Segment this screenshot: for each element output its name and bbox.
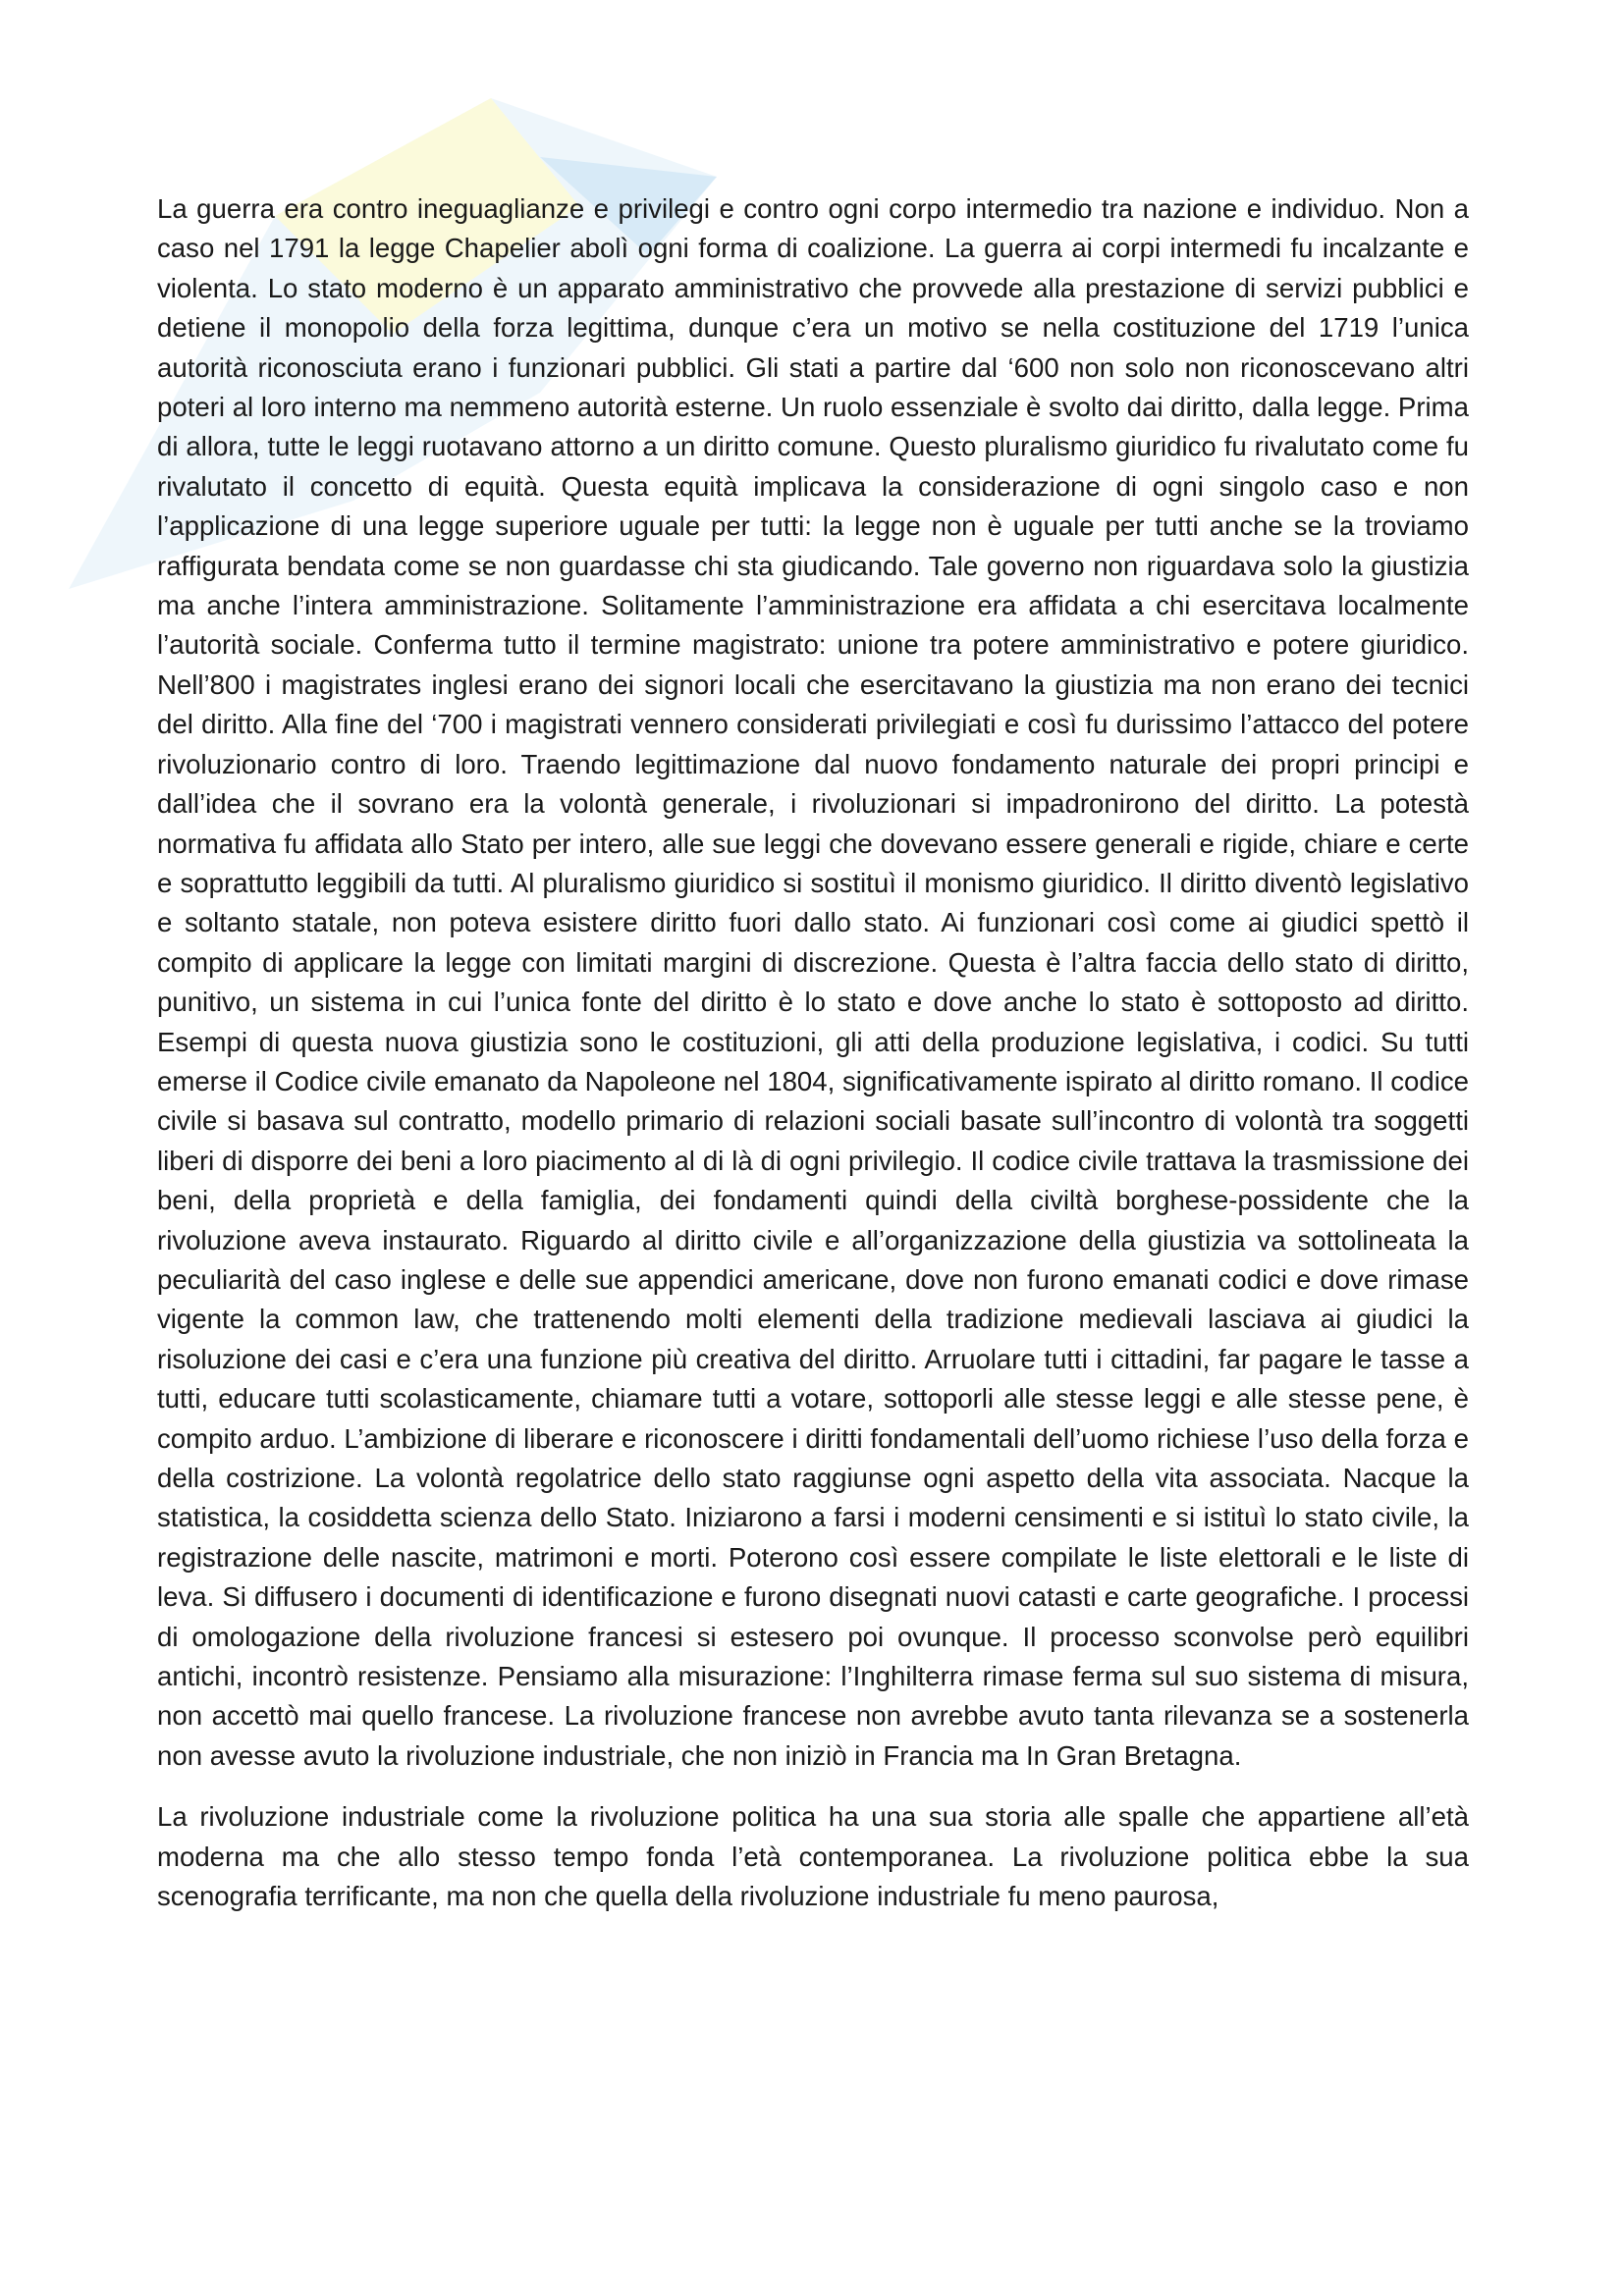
paragraph-1: La guerra era contro ineguaglianze e privilegi e contro ogni corpo intermedio tra nazione e individuo. Non a caso nel 1791 la legge Chapelier abolì ogni forma di coalizione. La guerra ai corpi intermedi fu incalzante e violenta. Lo stato moderno è un apparato amministrativo che provvede alla prestazione di servizi pubblici e detiene il monopolio della forza legittima, dunque c’era un motivo se nella costituzione del 1719 l’unica autorità riconosciuta erano i funzionari pubblici. Gli stati a partire dal ‘600 non solo non riconoscevano altri poteri al loro interno ma nemmeno autorità esterne. Un ruolo essenziale è svolto dai diritto, dalla legge. Prima di allora, tutte le leggi ruotavano attorno a un diritto comune. Questo pluralismo giuridico fu rivalutato come fu rivalutato il concetto di equità. Questa equità implicava la considerazione di ogni singolo caso e non l’applicazione di una legge superiore uguale per tutti: la legge non è uguale per tutti anche se la troviamo raffigurata bendata come se non guardasse chi sta giudicando. Tale governo non riguardava solo la giustizia ma anche l’intera amministrazione. Solitamente l’amministrazione era affidata a chi esercitava localmente l’autorità sociale. Conferma tutto il termine magistrato: unione tra potere amministrativo e potere giuridico. Nell’800 i magistrates inglesi erano dei signori locali che esercitavano la giustizia ma non erano dei tecnici del diritto. Alla fine del ‘700 i magistrati vennero considerati privilegiati e così fu durissimo l’attacco del potere rivoluzionario contro di loro. Traendo legittimazione dal nuovo fondamento naturale dei propri principi e dall’idea che il sovrano era la volontà generale, i rivoluzionari si impadronirono del diritto. La potestà normativa fu affidata allo Stato per intero, alle sue leggi che dovevano essere generali e rigide, chiare e certe e soprattutto leggibili da tutti. Al pluralismo giuridico si sostituì il monismo giuridico. Il diritto diventò legislativo e soltanto statale, non poteva esistere diritto fuori dallo stato. Ai funzionari così come ai giudici spettò il compito di applicare la legge con limitati margini di discrezione. Questa è l’altra faccia dello stato di diritto, punitivo, un sistema in cui l’unica fonte del diritto è lo stato e dove anche lo stato è sottoposto ad diritto. Esempi di questa nuova giustizia sono le costituzioni, gli atti della produzione legislativa, i codici. Su tutti emerse il Codice civile emanato da Napoleone nel 1804, significativamente ispirato al diritto romano. Il codice civile si basava sul contratto, modello primario di relazioni sociali basate sull’incontro di volontà tra soggetti liberi di disporre dei beni a loro piacimento al di là di ogni privilegio. Il codice civile trattava la trasmissione dei beni, della proprietà e della famiglia, dei fondamenti quindi della civiltà borghese-possidente che la rivoluzione aveva instaurato. Riguardo al diritto civile e all’organizzazione della giustizia va sottolineata la peculiarità del caso inglese e delle sue appendici americane, dove non furono emanati codici e dove rimase vigente la common law, che trattenendo molti elementi della tradizione medievali lasciava ai giudici la risoluzione dei casi e c’era una funzione più creativa del diritto. Arruolare tutti i cittadini, far pagare le tasse a tutti, educare tutti scolasticamente, chiamare tutti a votare, sottoporli alle stesse leggi e alle stesse pene, è compito arduo. L’ambizione di liberare e riconoscere i diritti fondamentali dell’uomo richiese l’uso della forza e della costrizione. La volontà regolatrice dello stato raggiunse ogni aspetto della vita associata. Nacque la statistica, la cosiddetta scienza dello Stato. Iniziarono a farsi i moderni censimenti e si istituì lo stato civile, la registrazione delle nascite, matrimoni e morti. Poterono così essere compilate le liste elettorali e le liste di leva. Si diffusero i documenti di identificazione e furono disegnati nuovi catasti e carte geografiche. I processi di omologazione della rivoluzione francesi si estesero poi ovunque. Il processo sconvolse però equilibri antichi, incontrò resistenze. Pensiamo alla misurazione: l’Inghilterra rimase ferma sul suo sistema di misura, non accettò mai quello francese. La rivoluzione francese non avrebbe avuto tanta rilevanza se a sostenerla non avesse avuto la rivoluzione industriale, che non iniziò in Francia ma In Gran Bretagna. — [157, 193, 1469, 1771]
document-body — [157, 189, 1469, 1916]
paragraph-2: La rivoluzione industriale come la rivoluzione politica ha una sua storia alle spalle che appartiene all’età moderna ma che allo stesso tempo fonda l’età contemporanea. La rivoluzione politica ebbe la sua scenografia terrificante, ma non che quella della rivoluzione industriale fu meno paurosa, — [157, 1801, 1469, 1912]
